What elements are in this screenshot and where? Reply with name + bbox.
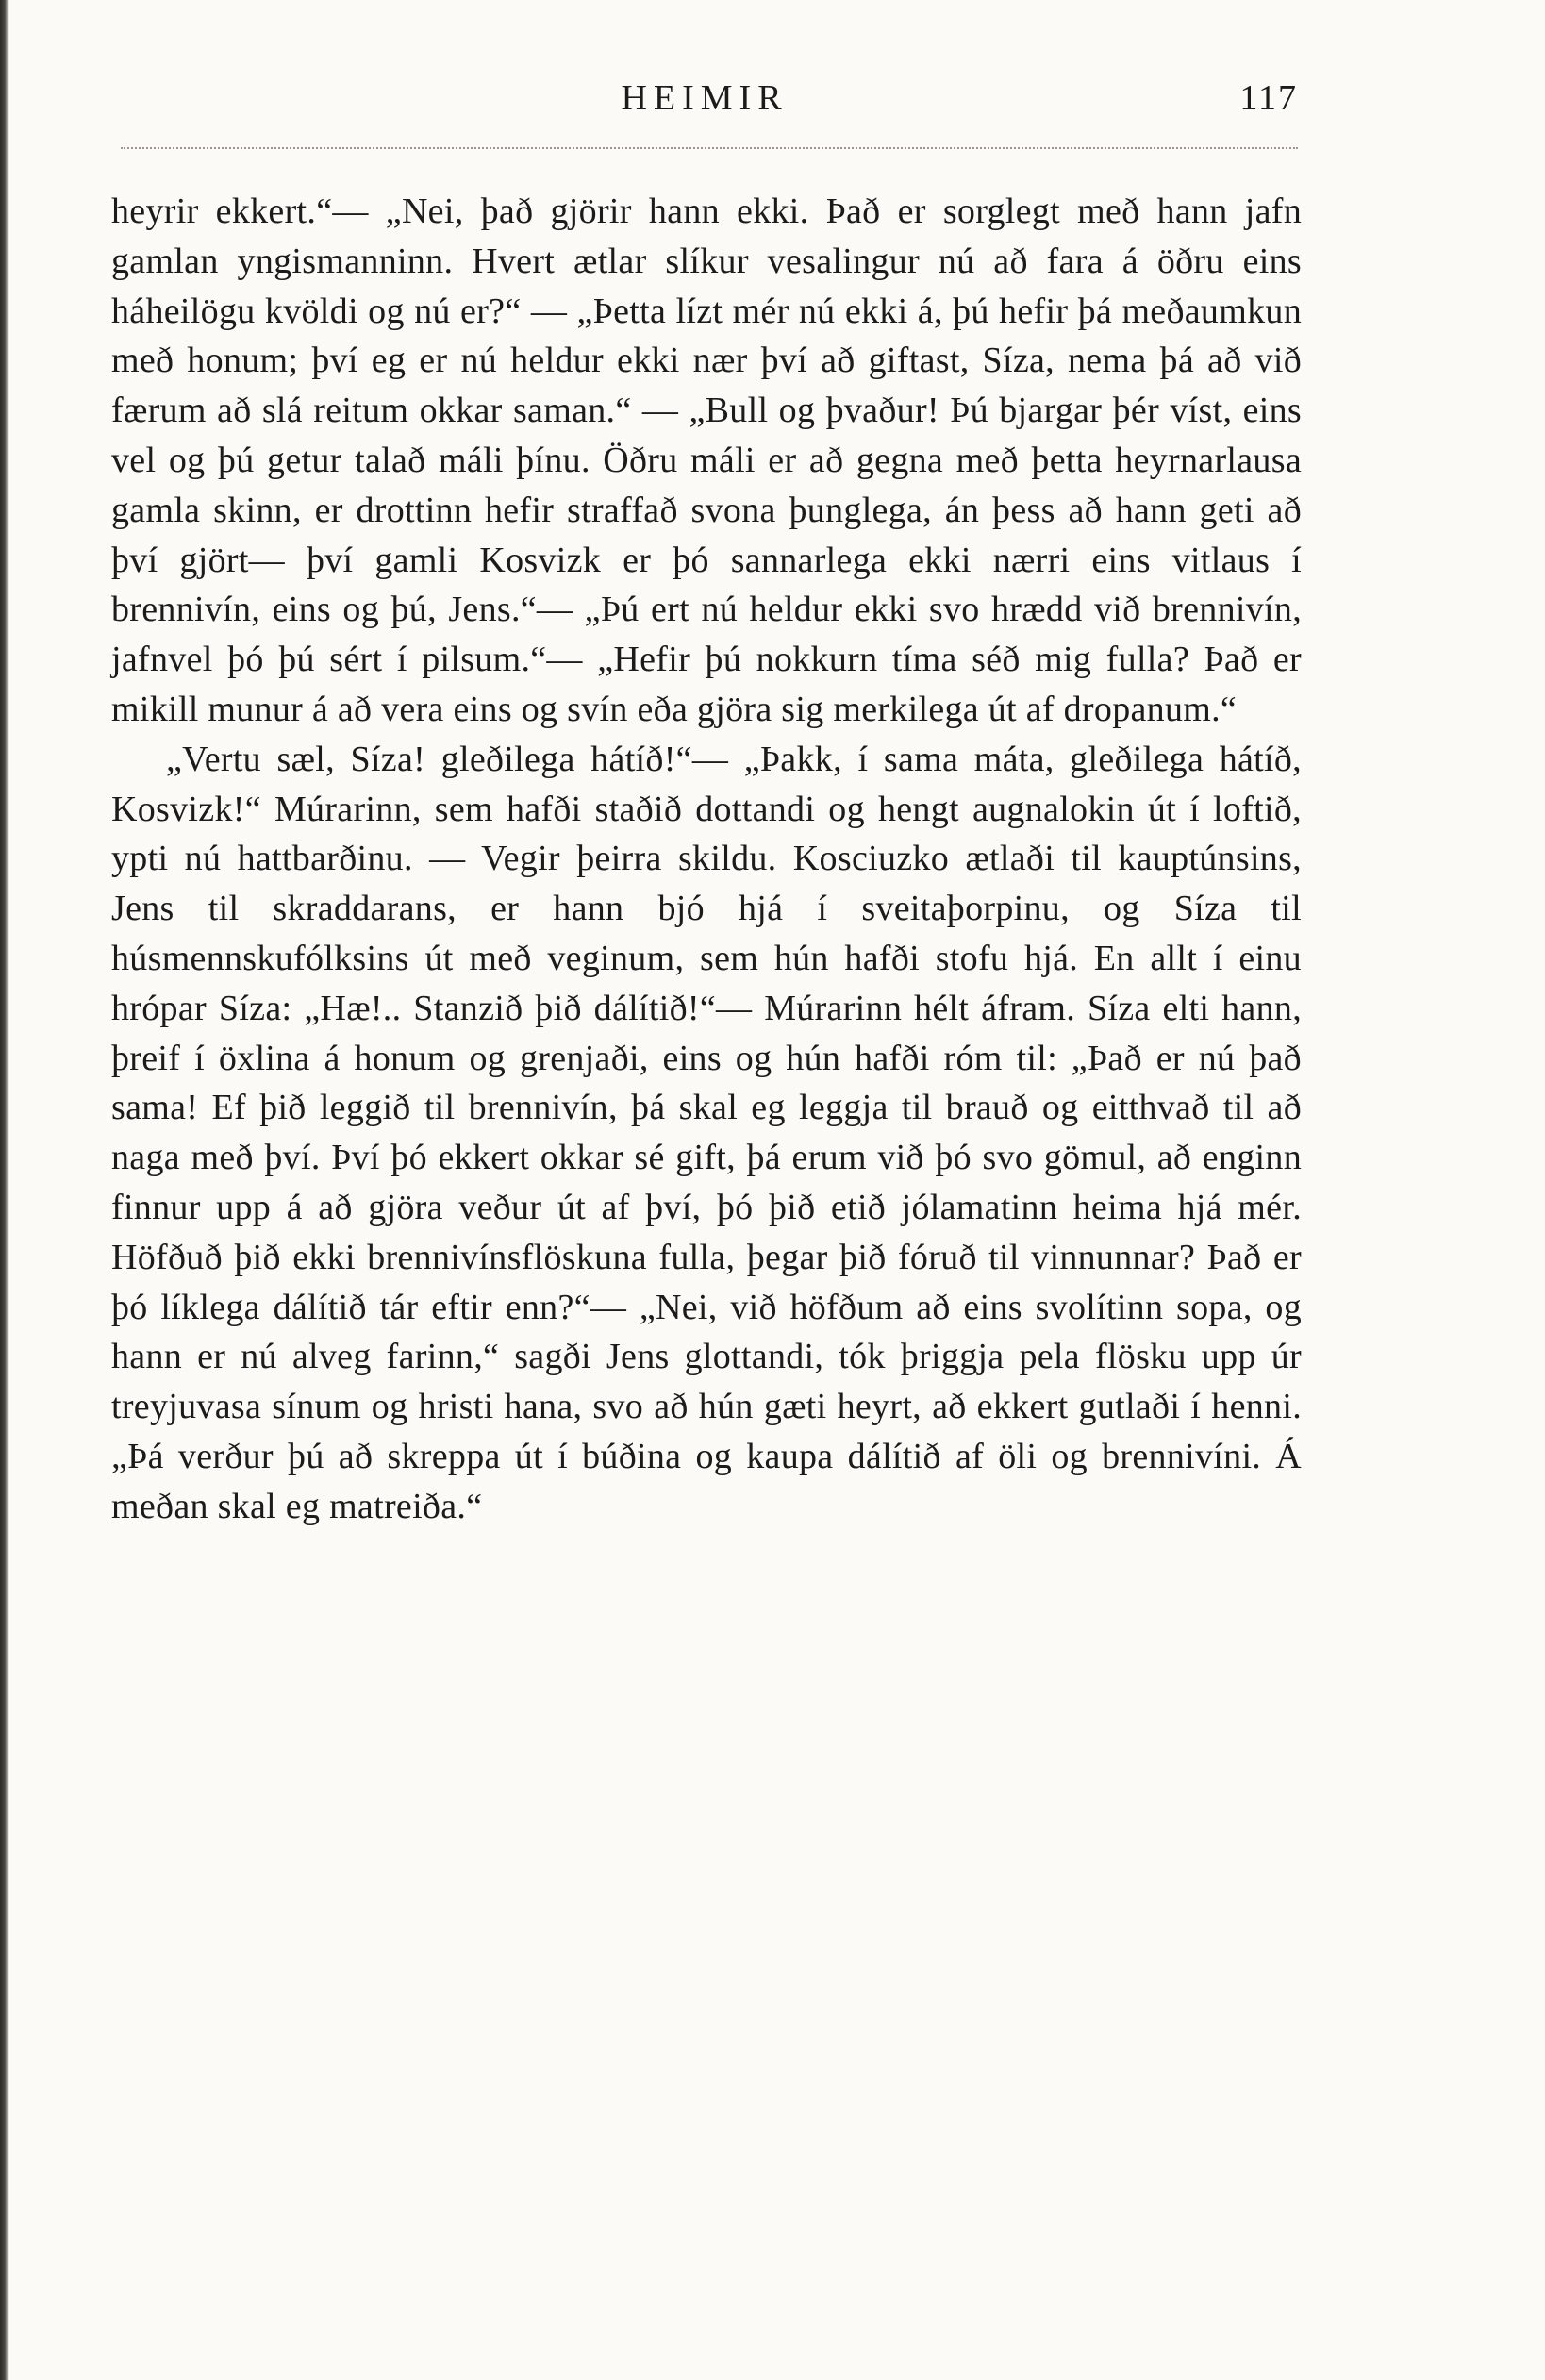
binding-edge bbox=[0, 0, 9, 2380]
running-head bbox=[111, 70, 1298, 126]
paragraph-2: „Vertu sæl, Síza! gleðilega hátíð!“— „Þakk, í sama máta, gleðilega hátíð, Kosvizk!“ Múrarinn, sem hafði staðið dottandi og hengt augnalokin út í loftið, ypti nú hattbarðinu. — Vegir þeirra skildu. Kosciuzko ætlaði til kauptúnsins, Jens til skraddarans, er hann bjó hjá í sveitaþorpinu, og Síza til húsmennskufólksins út með veginum, sem hún hafði stofu hjá. En allt í einu hrópar Síza: „Hæ!.. Stanzið þið dálítið!“— Múrarinn hélt áfram. Síza elti hann, þreif í öxlina á honum og grenjaði, eins og hún hafði róm til: „Það er nú það sama! Ef þið leggið til brennivín, þá skal eg leggja til brauð og eitthvað til að naga með því. Því þó ekkert okkar sé gift, þá erum við þó svo gömul, að enginn finnur upp á að gjöra veður út af því, þó þið etið jólamatinn heima hjá mér. Höfðuð þið ekki brennivínsflöskuna fulla, þegar þið fóruð til vinnunnar? Það er þó líklega dálítið tár eftir enn?“— „Nei, við höfðum að eins svolítinn sopa, og hann er nú alveg farinn,“ sagði Jens glottandi, tók þriggja pela flösku upp úr treyjuvasa sínum og hristi hana, svo að hún gæti heyrt, að ekkert gutlaði í henni. „Þá verður þú að skreppa út í búðina og kaupa dálítið af öli og brennivíni. Á meðan skal eg matreiða.“ bbox=[111, 739, 1302, 1526]
running-title: HEIMIR bbox=[621, 78, 789, 118]
body-text bbox=[111, 187, 1302, 1532]
header-rule bbox=[121, 147, 1298, 149]
page-number: 117 bbox=[1239, 78, 1298, 118]
paragraph-1: heyrir ekkert.“— „Nei, það gjörir hann ekki. Það er sorglegt með hann jafn gamlan yngismanninn. Hvert ætlar slíkur vesalingur nú að fara á öðru eins háheilögu kvöldi og nú er?“ — „Þetta lízt mér nú ekki á, þú hefir þá meðaumkun með honum; því eg er nú heldur ekki nær því að giftast, Síza, nema þá að við færum að slá reitum okkar saman.“ — „Bull og þvaður! Þú bjargar þér víst, eins vel og þú getur talað máli þínu. Öðru máli er að gegna með þetta heyrnarlausa gamla skinn, er drottinn hefir straffað svona þunglega, án þess að hann geti að því gjört— því gamli Kosvizk er þó sannarlega ekki nærri eins vitlaus í brennivín, eins og þú, Jens.“— „Þú ert nú heldur ekki svo hrædd við brennivín, jafnvel þó þú sért í pilsum.“— „Hefir þú nokkurn tíma séð mig fulla? Það er mikill munur á að vera eins og svín eða gjöra sig merkilega út af dropanum.“ bbox=[111, 191, 1302, 729]
